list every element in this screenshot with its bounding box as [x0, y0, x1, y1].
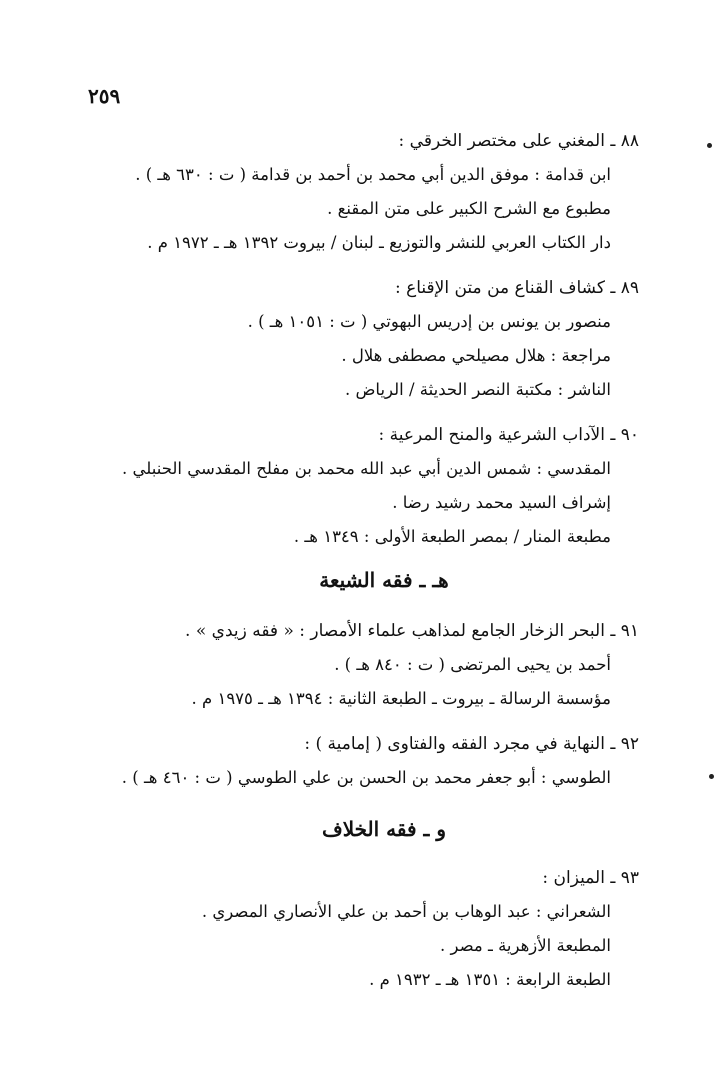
entry-93 — [69, 861, 639, 997]
entry-91 — [69, 614, 639, 716]
entry-line: الناشر : مكتبة النصر الحديثة / الرياض . — [344, 380, 611, 399]
entry-line: المطبعة الأزهرية ـ مصر . — [440, 936, 611, 955]
entry-line: إشراف السيد محمد رشيد رضا . — [392, 493, 611, 512]
section-heading-shia-fiqh: هـ ـ فقه الشيعة — [319, 568, 449, 592]
entry-92 — [69, 727, 639, 795]
margin-mark-top — [707, 143, 712, 148]
entry-line: مطبعة المنار / بمصر الطبعة الأولى : ١٣٤٩ هـ . — [293, 527, 611, 546]
entry-title: ٩١ ـ البحر الزخار الجامع لمذاهب علماء الأمصار : « فقه زيدي » . — [185, 621, 639, 641]
margin-mark-middle — [709, 774, 714, 779]
entry-line: مطبوع مع الشرح الكبير على متن المقنع . — [327, 199, 611, 218]
page-number: ٢٥٩ — [88, 84, 121, 108]
entry-line: الشعراني : عبد الوهاب بن أحمد بن علي الأنصاري المصري . — [201, 902, 611, 921]
entry-line: الطوسي : أبو جعفر محمد بن الحسن بن علي الطوسي ( ت : ٤٦٠ هـ ) . — [121, 768, 611, 787]
entry-90 — [69, 418, 639, 554]
entry-88 — [69, 124, 639, 260]
bibliography-content — [69, 124, 639, 1008]
entry-line: مؤسسة الرسالة ـ بيروت ـ الطبعة الثانية : ١٣٩٤ هـ ـ ١٩٧٥ م . — [191, 689, 611, 708]
entry-title: ٨٩ ـ كشاف القناع من متن الإقناع : — [394, 278, 639, 298]
entry-line: المقدسي : شمس الدين أبي عبد الله محمد بن مفلح المقدسي الحنبلي . — [122, 459, 611, 478]
entry-title: ٨٨ ـ المغني على مختصر الخرقي : — [398, 131, 639, 151]
entry-89 — [69, 271, 639, 407]
entry-line: أحمد بن يحيى المرتضى ( ت : ٨٤٠ هـ ) . — [334, 655, 611, 674]
entry-line: منصور بن يونس بن إدريس البهوتي ( ت : ١٠٥١ هـ ) . — [247, 312, 611, 331]
entry-title: ٩٠ ـ الآداب الشرعية والمنح المرعية : — [378, 425, 639, 445]
entry-line: مراجعة : هلال مصيلحي مصطفى هلال . — [341, 346, 611, 365]
entry-line: الطبعة الرابعة : ١٣٥١ هـ ـ ١٩٣٢ م . — [369, 970, 611, 989]
section-heading-khilaf-fiqh: و ـ فقه الخلاف — [321, 817, 447, 841]
entry-title: ٩٢ ـ النهاية في مجرد الفقه والفتاوى ( إمامية ) : — [304, 734, 639, 754]
entry-line: دار الكتاب العربي للنشر والتوزيع ـ لبنان / بيروت ١٣٩٢ هـ ـ ١٩٧٢ م . — [147, 233, 611, 252]
entry-line: ابن قدامة : موفق الدين أبي محمد بن أحمد بن قدامة ( ت : ٦٣٠ هـ ) . — [135, 165, 611, 184]
entry-title: ٩٣ ـ الميزان : — [542, 868, 639, 888]
